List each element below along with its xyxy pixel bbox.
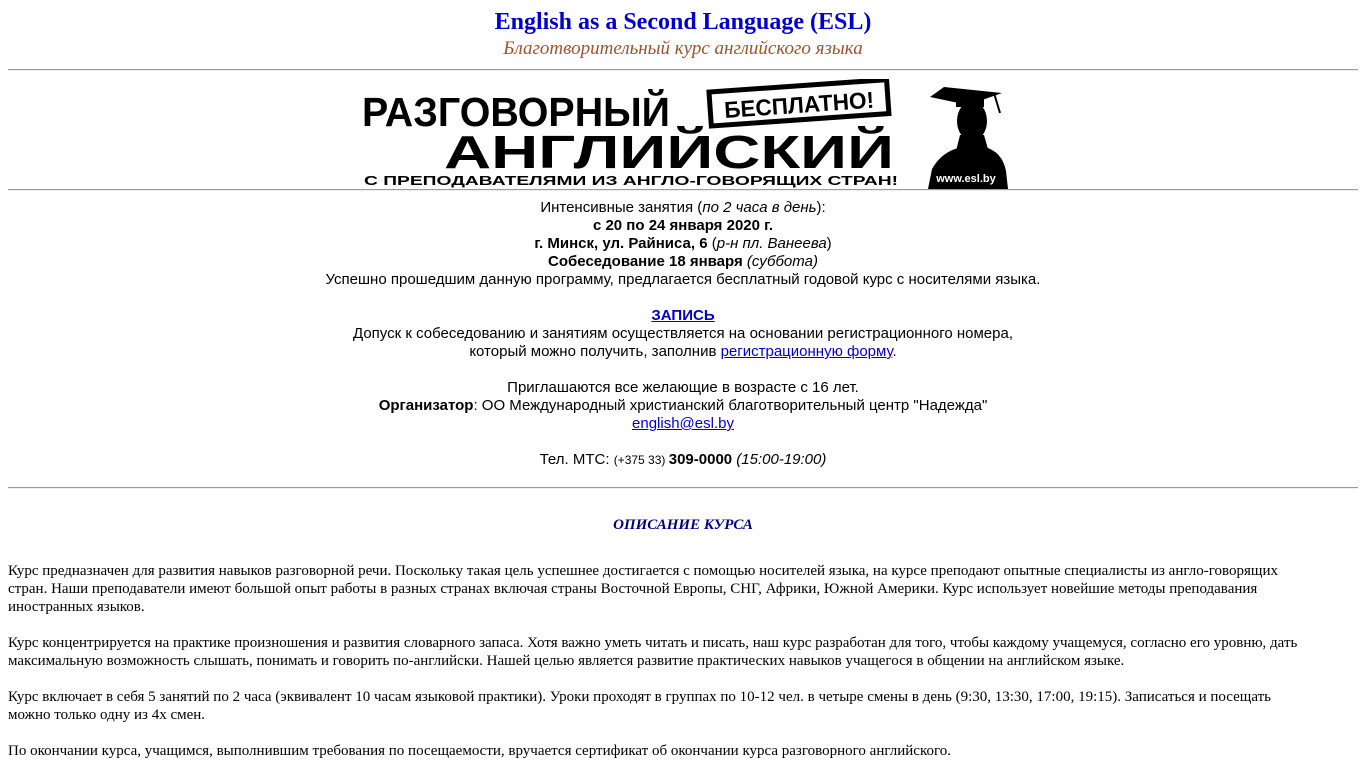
address-line: г. Минск, ул. Райниса, 6 (р-н пл. Ванеева) [534,235,832,252]
email-link[interactable]: english@esl.by [632,415,734,432]
header [8,8,1358,61]
dates-line: с 20 по 24 января 2020 г. [592,217,774,234]
banner-line1: РАЗГОВОРНЫЙ [362,89,670,135]
phone-line: Тел. МТС: (+375 33) 309-0000 (15:00-19:00) [539,451,827,468]
free-stamp [709,80,889,126]
banner-url: www.esl.by [936,173,996,185]
course-paragraph: Курс включает в себя 5 занятий по 2 часа (эквивалент 10 часам языковой практики). Уроки проходят в группах по 10-12 чел. в четыре смены в день (9:30, 13:30, 17:00, 19:15). Записаться и посещать можно только одну из 4х смен. [8,689,1271,723]
email-line [8,415,1358,433]
admission-line-2: который можно получить, заполнив регистрационную форму. [469,343,897,360]
course-info [8,191,1358,487]
intensive-hours: по 2 часа в день [702,199,817,216]
admission-line-1: Допуск к собеседованию и занятиям осуществляется на основании регистрационного номера, [353,325,1013,342]
banner-stamp: БЕСПЛАТНО! [723,86,878,124]
course-description-title: ОПИСАНИЕ КУРСА [613,517,753,533]
intensive-line: Интенсивные занятия (по 2 часа в день): [540,199,826,216]
divider [8,487,1358,489]
phone-number: 309-0000 [668,451,733,468]
interview-line: Собеседование 18 января (суббота) [548,253,818,270]
invite-line: Приглашаются все желающие в возрасте с 16 лет. [507,379,859,396]
page-subtitle: Благотворительный курс английского языка [503,38,863,59]
organizer-line: Организатор: ОО Международный христианский благотворительный центр "Надежда" [378,397,988,414]
register-line [8,307,1358,325]
registration-form-link[interactable]: регистрационную форму [720,343,893,360]
course-paragraph: Курс концентрируется на практике произношения и развития словарного запаса. Хотя важно уметь читать и писать, наш курс разработан для того, чтобы каждому учащемуся, согласно его уровню, дать максимальную возможность слышать, понимать и говорить по-английски. Нашей целью является развитие практических навыков учащегося в общении на английском языке. [8,635,1298,669]
course-paragraph: По окончании курса, учащимся, выполнившим требования по посещаемости, вручается сертификат об окончании курса разговорного английского. [8,743,952,759]
banner-area [8,71,1358,189]
course-paragraph: Курс предназначен для развития навыков разговорной речи. Поскольку такая цель успешнее достигается с помощью носителей языка, на курсе преподают опытные специалисты из англо-говорящих стран. Наши преподаватели имеют большой опыт работы в разных странах включая страны Восточной Европы, СНГ, Африки, Южной Америки. Курс использует новейшие методы преподавания иностранных языков. [8,563,1278,615]
banner-line2: АНГЛИЙСКИЙ [444,126,894,178]
course-banner-image [362,79,1008,189]
banner-tagline: С ПРЕПОДАВАТЕЛЯМИ ИЗ АНГЛО-ГОВОРЯЩИХ СТРАН! [364,173,898,188]
success-line: Успешно прошедшим данную программу, предлагается бесплатный годовой курс с носителями языка. [325,271,1041,288]
register-link[interactable]: ЗАПИСЬ [651,307,715,324]
page-title: English as a Second Language (ESL) [494,9,872,35]
